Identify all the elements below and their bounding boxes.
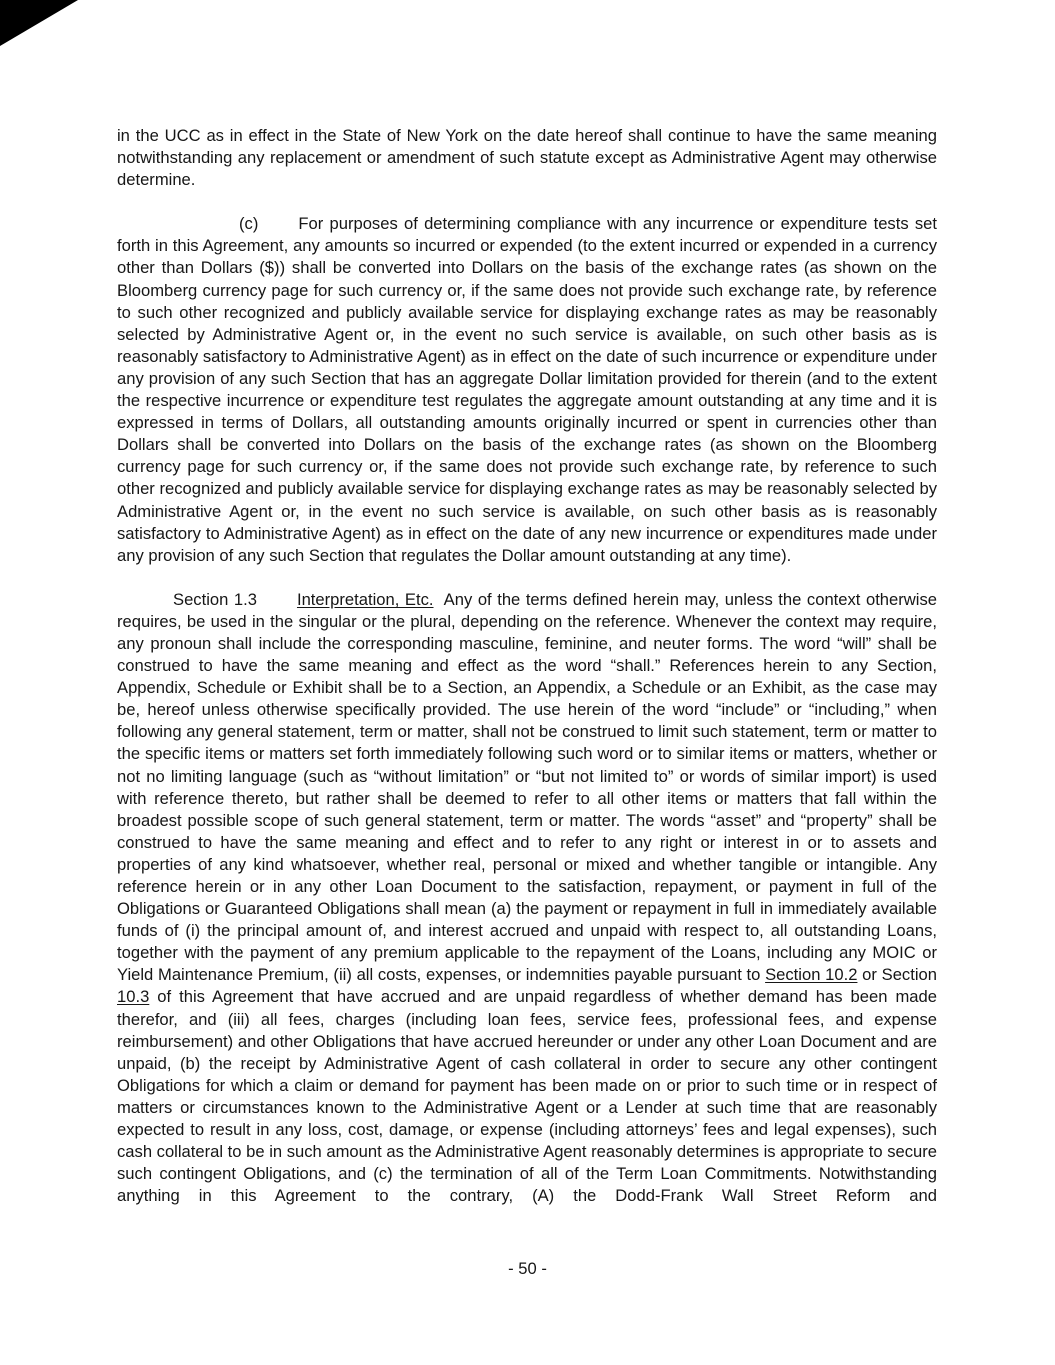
text-run: of this Agreement that have accrued and are unpaid regardless of whether demand has been made therefor, and (iii) all fees, charges (including loan fees, service fees, professional fees, and expense reimbursement) and other Obligations that have accrued hereunder or under any other Loan Document and are unpaid, (b) the receipt by Administrative Agent of cash collateral in order to secure any other contingent Obligations for which a claim or demand for payment has been made on or prior to such time or in respect of matters or circumstances known to the Administrative Agent or a Lender at such time that are reasonably expected to result in any loss, cost, damage, or expense (including attorneys’ fees and legal expenses), such cash collateral to be in such amount as the Administrative Agent reasonably determines is appropriate to secure such contingent Obligations, and (c) the termination of all of the Term Loan Commitments. Notwithstanding anything in this Agreement to the contrary, (A) the Dodd-Frank Wall Street Reform and — [117, 987, 938, 1206]
paragraph-clause-c — [117, 213, 937, 567]
text-run: in the UCC as in effect in the State of New York on the date hereof shall continue to have the same meaning notwithstanding any replacement or amendment of such statute except as Administrative Agent may otherwise determine. — [117, 126, 937, 190]
paragraph-ucc-continuation — [117, 125, 937, 191]
text-run: Any of the terms defined herein may, unless the context otherwise requires, be used in the singular or the plural, depending on the reference. Whenever the context may require, any pronoun shall include the corresponding masculine, feminine, and neuter forms. The word “will” shall be construed to have the same meaning and effect as the word “shall.” References herein to any Section, Appendix, Schedule or Exhibit shall be to a Section, an Appendix, a Schedule or an Exhibit, as the case may be, hereof unless otherwise specifically provided. The use herein of the word “include” or “including,” when following any general statement, term or matter, shall not be construed to limit such statement, term or matter to the specific items or matters set forth immediately following such word or to similar items or matters, whether or not no limiting language (such as “without limitation” or “but not limited to” or words of similar import) is used with reference thereto, but rather shall be deemed to refer to all other items or matters that fall within the broadest possible scope of such general statement, term or matter. The words “asset” and “property” shall be construed to have the same meaning and effect and to refer to any right or interest in or to assets and properties of any kind whatsoever, whether real, personal or mixed and whether tangible or intangible. Any reference herein or in any other Loan Document to the satisfaction, repayment, or payment in full of the Obligations or Guaranteed Obligations shall mean (a) the payment or repayment in full in immediately available funds of (i) the principal amount of, and interest accrued and unpaid with respect to, all outstanding Loans, together with the payment of any premium applicable to the repayment of the Loans, including any MOIC or Yield Maintenance Premium, (ii) all costs, expenses, or indemnities payable pursuant to — [117, 589, 937, 985]
section-10-2-reference: Section 10.2 — [765, 965, 858, 985]
text-run: For purposes of determining compliance with any incurrence or expenditure tests set forth in this Agreement, any amounts so incurred or expended (to the extent incurred or expended in a currency other than Dollars ($)) shall be converted into Dollars on the basis of the exchange rates (as shown on the Bloomberg currency page for such currency or, if the same does not provide such exchange rate, by reference to such other recognized and publicly available service for displaying exchange rates as may be reasonably selected by Administrative Agent or, in the event no such service is available, on such other basis as is reasonably satisfactory to Administrative Agent) as in effect on the date of such incurrence or expenditure under any provision of any such Section that has an aggregate Dollar limitation provided for therein (and to the extent the respective incurrence or expenditure test regulates the aggregate amount outstanding at any time and it is expressed in terms of Dollars, all outstanding amounts originally incurred or spent in currencies other than Dollars shall be converted into Dollars on the basis of the exchange rates (as shown on the Bloomberg currency page for such currency or, if the same does not provide such exchange rate, by reference to such other recognized and publicly available service for displaying exchange rates as may be reasonably selected by Administrative Agent or, in the event no such service is available, on such other basis as is reasonably satisfactory to Administrative Agent) as in effect on the date of any new incurrence or expenditures made under any provision of any such Section that regulates the Dollar amount outstanding at any time). — [117, 214, 937, 565]
interpretation-etc-heading: Interpretation, Etc. — [296, 589, 434, 609]
paragraph-section-1-3-interpretation — [117, 589, 937, 1208]
text-run: (c) — [239, 214, 259, 234]
page-number: - 50 - — [508, 1259, 547, 1278]
document-body — [117, 125, 937, 1207]
text-run: Section 1.3 — [173, 589, 257, 609]
paragraphs — [117, 125, 937, 1207]
text-run: or Section — [857, 965, 937, 985]
section-10-3-reference: 10.3 — [117, 987, 150, 1007]
scanned-page-corner-artifact — [0, 0, 78, 46]
